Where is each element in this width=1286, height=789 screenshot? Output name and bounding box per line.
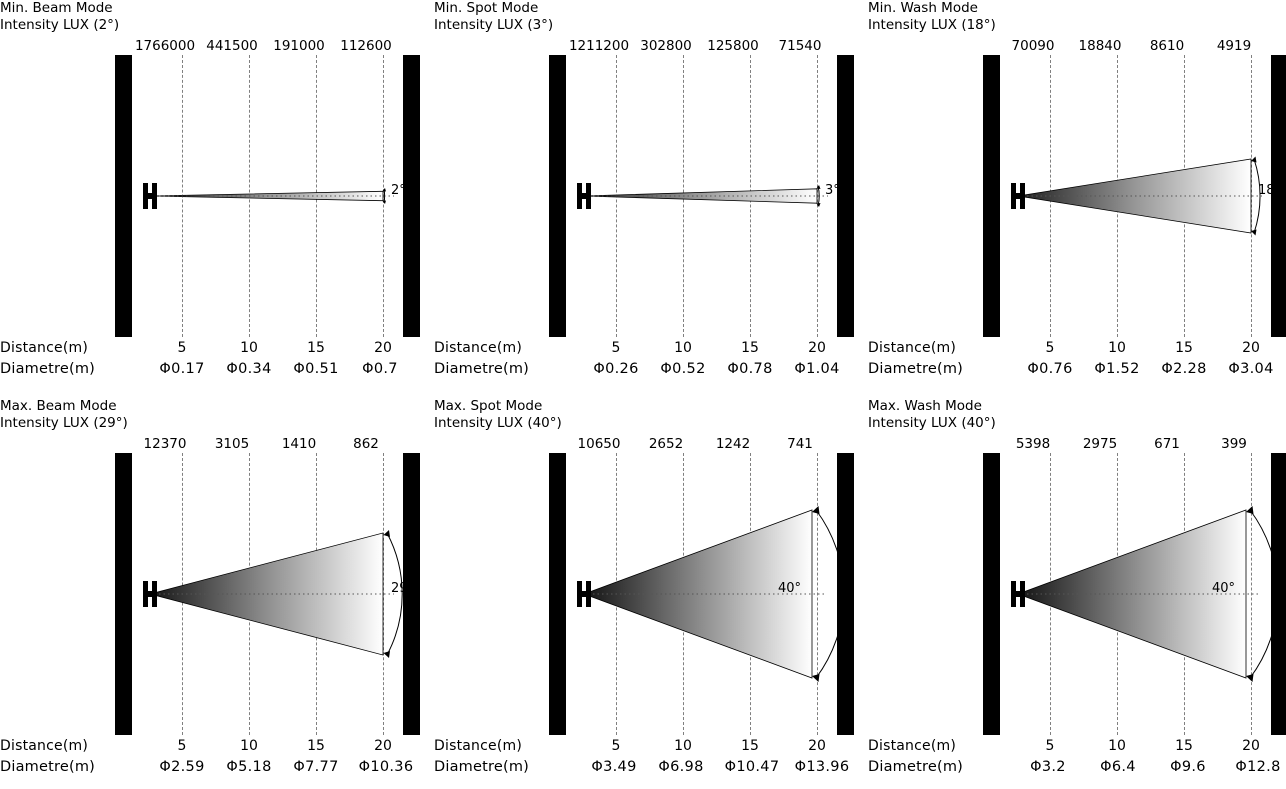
diameter-value: Φ0.51 (293, 361, 339, 377)
panel-bottom-labels (434, 736, 854, 778)
beam-chart (549, 453, 854, 735)
diameter-value: Φ3.49 (591, 759, 637, 775)
panel-title-line2: Intensity LUX (3°) (434, 17, 554, 33)
lux-value: 1211200 (568, 38, 630, 54)
fixture-icon (1010, 581, 1026, 607)
distance-value: 10 (240, 340, 258, 356)
diameter-row (434, 757, 854, 778)
chart-left-bar (115, 55, 132, 337)
diameter-value: Φ7.77 (293, 759, 339, 775)
panel-title-line1: Min. Wash Mode (868, 0, 978, 16)
panel-min-beam-mode (0, 0, 420, 390)
diameter-value: Φ0.52 (660, 361, 706, 377)
diameter-value: Φ1.04 (794, 361, 840, 377)
distance-value: 15 (741, 340, 759, 356)
distance-value: 15 (307, 340, 325, 356)
chart-left-bar (115, 453, 132, 735)
diameter-value: Φ9.6 (1170, 759, 1206, 775)
diameter-label: Diametre(m) (868, 759, 964, 775)
lux-value: 12370 (143, 436, 187, 452)
panel-title (434, 398, 854, 432)
panel-title-line1: Max. Wash Mode (868, 398, 982, 414)
distance-row (868, 736, 1286, 757)
beam-chart (549, 55, 854, 337)
distance-value: 10 (1108, 738, 1126, 754)
panel-min-wash-mode (868, 0, 1286, 390)
diameter-value: Φ0.26 (593, 361, 639, 377)
diameter-value: Φ13.96 (794, 759, 850, 775)
distance-value: 20 (374, 738, 392, 754)
distance-value: 20 (808, 738, 826, 754)
lux-value: 71540 (778, 38, 822, 54)
chart-plot (132, 55, 406, 337)
panel-title (0, 398, 420, 432)
beam-angle-label: 18° (1258, 183, 1282, 198)
lux-value: 441500 (206, 38, 258, 54)
distance-value: 5 (611, 340, 621, 356)
chart-plot (1000, 453, 1271, 735)
distance-value: 20 (808, 340, 826, 356)
fixture-icon (142, 183, 158, 209)
lux-value: 399 (1221, 436, 1247, 452)
diameter-label: Diametre(m) (868, 361, 964, 377)
beam-angle-label: 40° (778, 581, 802, 596)
distance-value: 10 (674, 738, 692, 754)
distance-value: 5 (177, 340, 187, 356)
fixture-icon (142, 581, 158, 607)
beam-cone-graphic (132, 453, 403, 735)
lux-value: 4919 (1216, 38, 1252, 54)
diameter-row (0, 359, 420, 380)
diameter-value: Φ0.76 (1027, 361, 1073, 377)
diameter-value: Φ12.8 (1235, 759, 1281, 775)
distance-value: 15 (307, 738, 325, 754)
chart-left-bar (983, 453, 1000, 735)
lux-values-row (115, 38, 420, 54)
fixture-icon (576, 183, 592, 209)
distance-label: Distance(m) (434, 340, 522, 356)
panel-max-spot-mode (434, 398, 854, 788)
distance-value: 10 (240, 738, 258, 754)
fixture-icon (576, 581, 592, 607)
panel-title-line2: Intensity LUX (29°) (0, 415, 128, 431)
diameter-label: Diametre(m) (0, 361, 96, 377)
lux-value: 8610 (1149, 38, 1185, 54)
panel-title-line1: Min. Spot Mode (434, 0, 539, 16)
distance-value: 20 (1242, 340, 1260, 356)
distance-row (434, 338, 854, 359)
distance-value: 20 (1242, 738, 1260, 754)
panel-min-spot-mode (434, 0, 854, 390)
diameter-value: Φ10.36 (358, 759, 414, 775)
lux-value: 112600 (340, 38, 392, 54)
beam-angle-label: 29° (391, 581, 415, 596)
distance-value: 5 (611, 738, 621, 754)
beam-angle-label: 40° (1212, 581, 1236, 596)
diameter-label: Diametre(m) (0, 759, 96, 775)
chart-plot (132, 453, 415, 735)
diameter-value: Φ3.04 (1228, 361, 1274, 377)
lux-values-row (549, 38, 854, 54)
lux-value: 862 (353, 436, 379, 452)
lux-value: 1242 (715, 436, 751, 452)
panel-title (868, 398, 1286, 432)
beam-angle-label: 3° (825, 183, 840, 198)
chart-right-bar (837, 453, 854, 735)
lux-values-row (983, 436, 1286, 452)
distance-value: 15 (741, 738, 759, 754)
diameter-value: Φ1.52 (1094, 361, 1140, 377)
panel-title (0, 0, 420, 34)
distance-row (868, 338, 1286, 359)
diameter-row (868, 359, 1286, 380)
lux-value: 671 (1154, 436, 1180, 452)
panel-title-line2: Intensity LUX (2°) (0, 17, 120, 33)
lux-value: 1766000 (134, 38, 196, 54)
diameter-row (434, 359, 854, 380)
diameter-value: Φ0.78 (727, 361, 773, 377)
diameter-value: Φ10.47 (724, 759, 780, 775)
panel-max-beam-mode (0, 398, 420, 788)
distance-row (0, 736, 420, 757)
lux-value: 302800 (640, 38, 692, 54)
chart-left-bar (549, 55, 566, 337)
lux-value: 191000 (273, 38, 325, 54)
lux-value: 2975 (1082, 436, 1118, 452)
distance-label: Distance(m) (868, 738, 956, 754)
distance-label: Distance(m) (0, 340, 88, 356)
chart-left-bar (549, 453, 566, 735)
distance-value: 10 (674, 340, 692, 356)
beam-chart (115, 55, 420, 337)
panel-title-line2: Intensity LUX (40°) (868, 415, 996, 431)
diameter-row (868, 757, 1286, 778)
beam-cone-graphic (1000, 55, 1271, 337)
panel-bottom-labels (868, 338, 1286, 380)
panel-bottom-labels (868, 736, 1286, 778)
diameter-label: Diametre(m) (434, 361, 530, 377)
lux-values-row (983, 38, 1286, 54)
lux-value: 70090 (1011, 38, 1055, 54)
panel-title (434, 0, 854, 34)
diameter-value: Φ6.98 (658, 759, 704, 775)
diameter-label: Diametre(m) (434, 759, 530, 775)
panel-title (868, 0, 1286, 34)
diameter-value: Φ5.18 (226, 759, 272, 775)
distance-value: 15 (1175, 340, 1193, 356)
panel-max-wash-mode (868, 398, 1286, 788)
panel-title-line2: Intensity LUX (40°) (434, 415, 562, 431)
diameter-value: Φ0.7 (362, 361, 398, 377)
lux-value: 741 (787, 436, 813, 452)
fixture-icon (1010, 183, 1026, 209)
lux-value: 18840 (1078, 38, 1122, 54)
diameter-value: Φ6.4 (1100, 759, 1136, 775)
panel-bottom-labels (0, 338, 420, 380)
distance-value: 10 (1108, 340, 1126, 356)
diameter-row (0, 757, 420, 778)
distance-row (0, 338, 420, 359)
panel-title-line1: Min. Beam Mode (0, 0, 113, 16)
lux-values-row (115, 436, 420, 452)
beam-chart (115, 453, 420, 735)
distance-value: 15 (1175, 738, 1193, 754)
beam-angle-label: 2° (391, 183, 406, 198)
chart-plot (566, 55, 840, 337)
diameter-value: Φ0.34 (226, 361, 272, 377)
lux-value: 2652 (648, 436, 684, 452)
lux-value: 3105 (214, 436, 250, 452)
beam-cone-graphic (132, 55, 403, 337)
distance-label: Distance(m) (0, 738, 88, 754)
lux-value: 1410 (281, 436, 317, 452)
panel-title-line1: Max. Beam Mode (0, 398, 117, 414)
chart-plot (566, 453, 837, 735)
distance-value: 5 (1045, 738, 1055, 754)
distance-value: 5 (1045, 340, 1055, 356)
chart-plot (1000, 55, 1282, 337)
distance-value: 5 (177, 738, 187, 754)
panel-title-line2: Intensity LUX (18°) (868, 17, 996, 33)
chart-right-bar (1271, 453, 1286, 735)
diameter-value: Φ2.59 (159, 759, 205, 775)
lux-value: 10650 (577, 436, 621, 452)
distance-label: Distance(m) (434, 738, 522, 754)
chart-left-bar (983, 55, 1000, 337)
distance-label: Distance(m) (868, 340, 956, 356)
beam-chart (983, 55, 1286, 337)
panel-title-line1: Max. Spot Mode (434, 398, 543, 414)
panel-bottom-labels (0, 736, 420, 778)
diameter-value: Φ2.28 (1161, 361, 1207, 377)
distance-value: 20 (374, 340, 392, 356)
panel-bottom-labels (434, 338, 854, 380)
lux-value: 125800 (707, 38, 759, 54)
diameter-value: Φ0.17 (159, 361, 205, 377)
diameter-value: Φ3.2 (1030, 759, 1066, 775)
lux-values-row (549, 436, 854, 452)
beam-cone-graphic (566, 55, 837, 337)
lux-value: 5398 (1015, 436, 1051, 452)
distance-row (434, 736, 854, 757)
beam-chart (983, 453, 1286, 735)
